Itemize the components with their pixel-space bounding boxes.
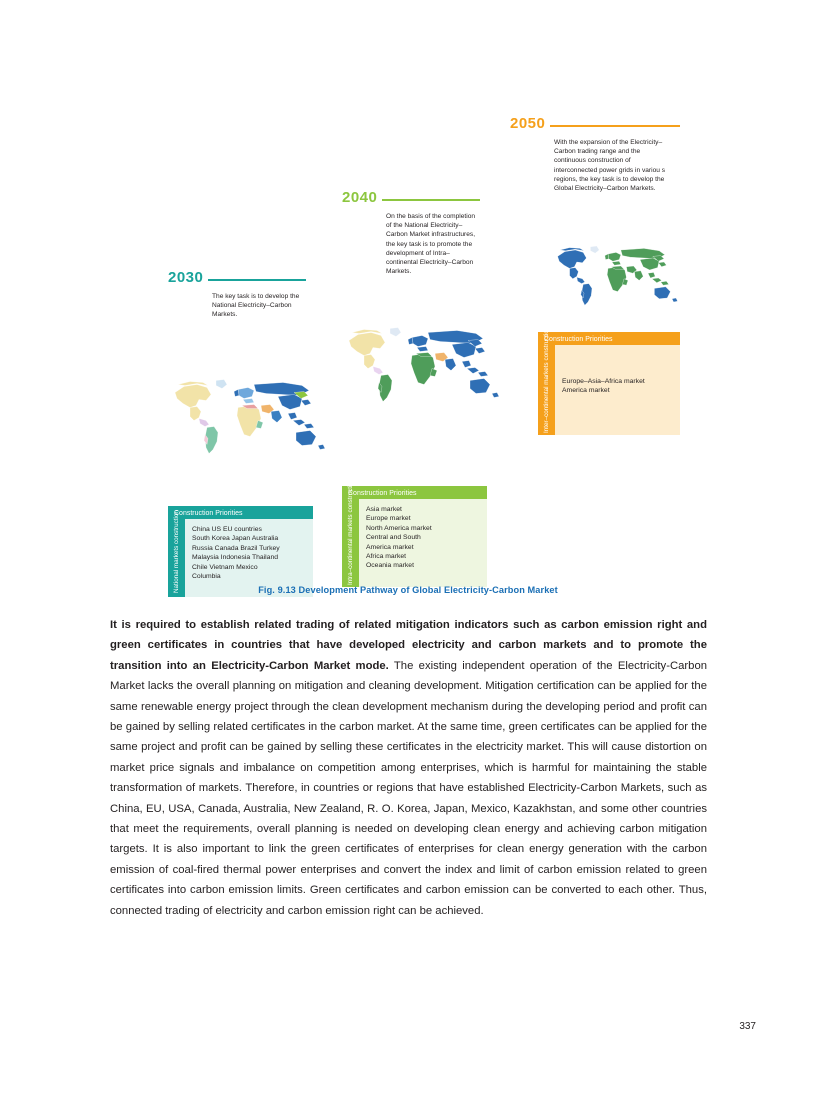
body-paragraph: [110, 615, 707, 921]
list-item: Asia market: [366, 506, 402, 513]
side-label-text: National markets construction: [173, 510, 180, 593]
page-number: 337: [739, 1021, 756, 1032]
year-rule: [382, 199, 480, 201]
panel-2040: [342, 189, 502, 585]
list-item: Africa market: [366, 553, 407, 561]
side-label-text: Intra–continental markets construction: [347, 478, 354, 585]
construction-priorities-bar-2040: Construction Priorities: [342, 486, 487, 502]
panel-description: The key task is to develop the National Electricity–Carbon Markets.: [212, 293, 300, 319]
world-map-2030: [168, 332, 328, 502]
list-item: Central and South: [366, 534, 421, 542]
list-item: America market: [366, 543, 414, 551]
panel-description: With the expansion of the Electricity–Carbon trading range and the continuous construction of interconnected power grids in variou s regions, the key task is to develop the Global Electricity–Carbon Markets.: [554, 139, 666, 193]
year-rule: [550, 125, 680, 127]
figure-caption: Fig. 9.13 Development Pathway of Global Electricity-Carbon Market: [258, 585, 558, 595]
priority-list-2030: [192, 525, 308, 581]
list-item: Malaysia Indonesia Thailand: [192, 554, 279, 562]
list-item: Oceania market: [366, 562, 414, 570]
priority-list-2050: [562, 377, 675, 396]
year-rule: [208, 279, 306, 281]
panel-year-label: 2040: [342, 189, 378, 206]
side-label-2050: [538, 326, 555, 435]
panel-year-label: 2050: [510, 115, 546, 132]
list-item: North America market: [366, 524, 432, 532]
list-item: China US EU countries: [192, 526, 262, 533]
construction-priorities-bar-2030: Construction Priorities: [168, 506, 313, 522]
world-map-2050: [552, 226, 680, 326]
side-label-2040: [342, 478, 359, 587]
construction-priorities-bar-2050: Construction Priorities: [538, 332, 680, 348]
panel-2030: [168, 269, 328, 593]
list-item: America market: [562, 387, 610, 395]
body-lead-sentence: It is required to establish related trading of related mitigation indicators such as carbon emission right and green certificates in countries that have developed electricity and carbon markets and to promote the transition into an Electricity-Carbon Market mode.: [110, 619, 707, 672]
list-item: Europe–Asia–Africa market: [562, 378, 645, 385]
body-text: [110, 615, 707, 921]
world-map-2040: [342, 280, 502, 450]
panel-description: On the basis of the completion of the National Electricity–Carbon Market infrastructures, the key task is to promote the development of Intra–continental Electricity–Carbon Markets.: [386, 213, 476, 276]
priority-list-2040: [366, 505, 482, 571]
list-item: Columbia: [192, 573, 221, 581]
list-item: Europe market: [366, 515, 411, 523]
panel-2050: [510, 116, 685, 446]
list-item: Russia Canada Brazil Turkey: [192, 544, 280, 552]
body-rest: The existing independent operation of the Electricity-Carbon Market lacks the overall planning on mitigation and cleaning development. Mitigation certification can be applied for the same renewable energy project through the clean development mechanism during the developing period and profit can be gained by selling related certificates in the carbon market. At the same time, green certificates can be applied for the same project and profit can be gained by selling these certificates in the electricity market. This will cause distortion on market price signals and imbalance on competition among enterprises, which is harmful for maintaining the stable transformation of markets. Therefore, in countries or regions that have established Electricity-Carbon Markets, such as China, EU, USA, Canada, Australia, New Zealand, R. O. Korea, Japan, Mexico, Kazakhstan, and some other countries that meet the requirements, overall planning is needed on developing clean energy and achieving carbon mitigation targets. It is also important to link the green certificates of enterprises for clean energy generation with the carbon emission of coal-fired thermal power enterprises and convert the index and limit of carbon emission related to green certificates into carbon emission limits. Green certificates and carbon emission can be converted to each other. Thus, connected trading of electricity and carbon emission right can be achieved.: [110, 659, 708, 917]
list-item: Chile Vietnam Mexico: [192, 563, 258, 571]
list-item: South Korea Japan Australia: [192, 535, 279, 543]
panel-year-label: 2030: [168, 269, 204, 286]
side-label-text: Inter–continental markets construction: [543, 326, 550, 433]
